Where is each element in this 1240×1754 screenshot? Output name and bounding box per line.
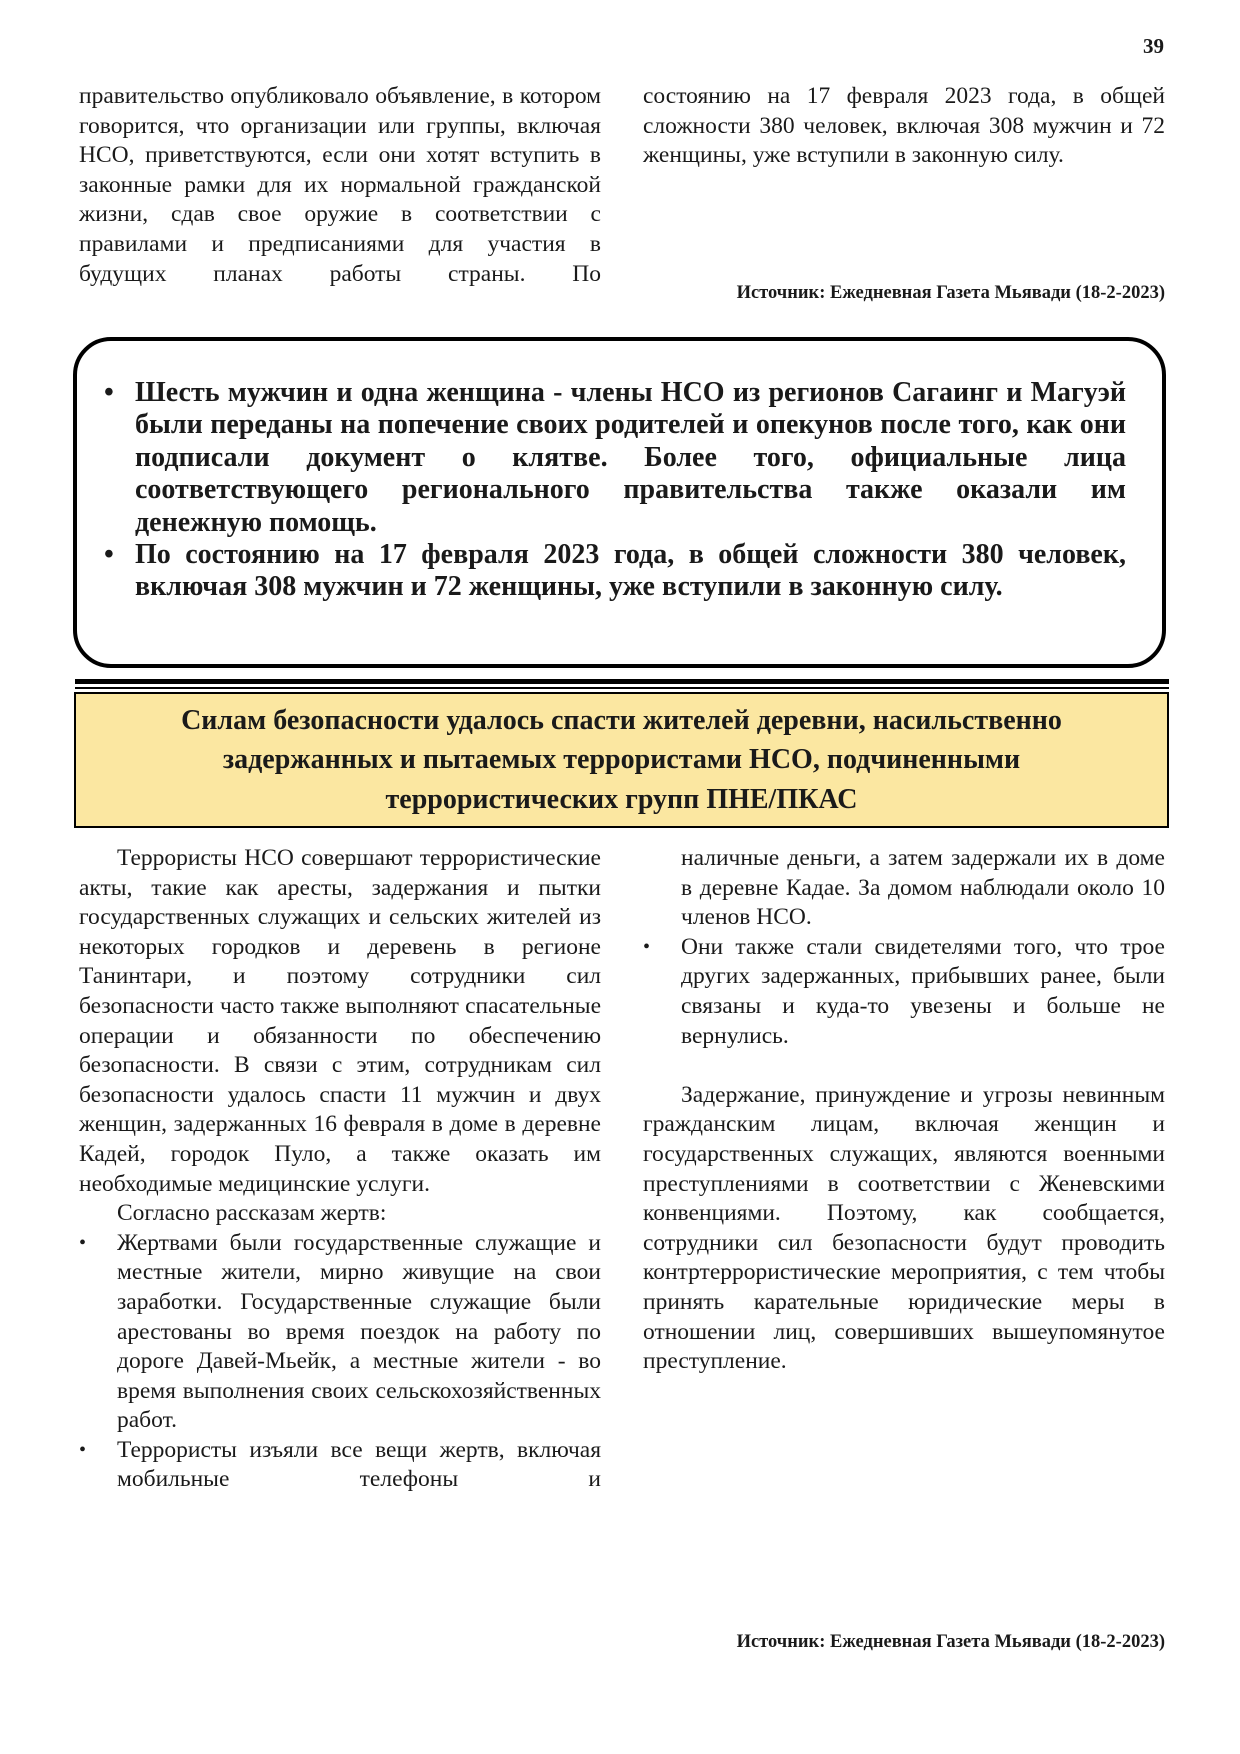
highlight-box — [73, 337, 1166, 668]
victims-list — [79, 1229, 601, 1495]
bullet-icon: • — [104, 377, 114, 408]
top-article-source: Источник: Ежедневная Газета Мьявади (18-2-2023) — [736, 283, 1165, 303]
article-paragraph: Террористы НСО совершают террористические акты, такие как аресты, задержания и пытки государственных служащих и сельских жителей из некоторых городков и деревень в регионе Танинтари, и поэтому сотрудники сил безопасности часто также выполняют спасательные операции и обязанности по обеспечению безопасности. В связи с этим, сотрудникам сил безопасности удалось спасти 11 мужчин и двух женщин, задержанных 16 февраля в доме в деревне Кадей, городок Пуло, а также оказать им необходимые медицинские услуги. — [79, 845, 601, 1197]
list-item — [79, 1436, 601, 1495]
top-article-right-text: состоянию на 17 февраля 2023 года, в общей сложности 380 человек, включая 308 мужчин и 72 женщины, уже вступили в законную силу. — [643, 83, 1165, 169]
list-item-text: Жертвами были государственные служащие и местные жители, мирно живущие на свои заработки. Государственные служащие были арестованы во время поездок на работу по дороге Давей-Мьейк, а местные жители - во время выполнения своих сельскохозяйственных работ. — [117, 1229, 601, 1434]
headline-box — [74, 692, 1169, 828]
bottom-article-right-column — [643, 844, 1165, 1377]
paragraph-spacer — [643, 1051, 1165, 1081]
list-item-continuation: наличные деньги, а затем задержали их в доме в деревне Кадае. За домом наблюдали около 10 членов НСО. — [681, 845, 1165, 931]
top-article-left-text: правительство опубликовало объявление, в котором говорится, что организации или группы, включая НСО, приветствуются, если они хотят вступить в законные рамки для их нормальной гражданской жизни, сдав свое оружие в соответствии с правилами и предписаниями для участия в будущих планах работы страны. По — [79, 83, 601, 287]
bullet-icon: • — [79, 1438, 87, 1461]
bullet-icon: • — [79, 1231, 87, 1254]
list-item — [79, 1229, 601, 1436]
bullet-icon: • — [104, 539, 114, 571]
bullet-icon: • — [643, 935, 651, 958]
section-divider — [75, 679, 1169, 684]
article-paragraph: Согласно рассказам жертв: — [117, 1200, 387, 1227]
headline: Силам безопасности удалось спасти жителей деревни, насильственно задержанных и пытаемых террористами НСО, подчиненными террористических групп ПНЕ/ПКАС — [181, 704, 1062, 815]
article-paragraph: Задержание, принуждение и угрозы невинным гражданским лицам, включая женщин и государственных служащих, являются военными преступлениями в соответствии с Женевскими конвенциями. Поэтому, как сообщается, сотрудники сил безопасности будут проводить контртеррористические мероприятия, с тем чтобы принять карательные юридические меры в отношении лиц, совершивших вышеупомянутое преступление. — [643, 1081, 1165, 1375]
list-item-text: Они также стали свидетелями того, что трое других задержанных, прибывших ранее, были связаны и куда-то увезены и больше не вернулись. — [681, 933, 1165, 1049]
highlight-list — [101, 377, 1126, 604]
list-item-text: Террористы изъяли все вещи жертв, включая мобильные телефоны и — [117, 1436, 601, 1493]
bottom-article-left-column — [79, 844, 601, 1495]
top-article-right-column — [643, 82, 1165, 171]
section-divider-thin — [75, 687, 1169, 689]
victims-list-continued — [643, 933, 1165, 1051]
list-item — [643, 933, 1165, 1051]
highlight-item-text: По состоянию на 17 февраля 2023 года, в общей сложности 380 человек, включая 308 мужчин и 72 женщины, уже вступили в законную силу. — [135, 539, 1126, 603]
highlight-item-text: Шесть мужчин и одна женщина - члены НСО из регионов Сагаинг и Магуэй были переданы на попечение своих родителей и опекунов после того, как они подписали документ о клятве. Более того, официальные лица соответствующего регионального правительства также оказали им денежную помощь. — [135, 377, 1126, 538]
highlight-item — [101, 539, 1126, 604]
page-number: 39 — [1143, 34, 1164, 58]
bottom-article-source: Источник: Ежедневная Газета Мьявади (18-2-2023) — [736, 1632, 1165, 1652]
highlight-item — [101, 377, 1126, 539]
top-article-left-column — [79, 82, 601, 289]
